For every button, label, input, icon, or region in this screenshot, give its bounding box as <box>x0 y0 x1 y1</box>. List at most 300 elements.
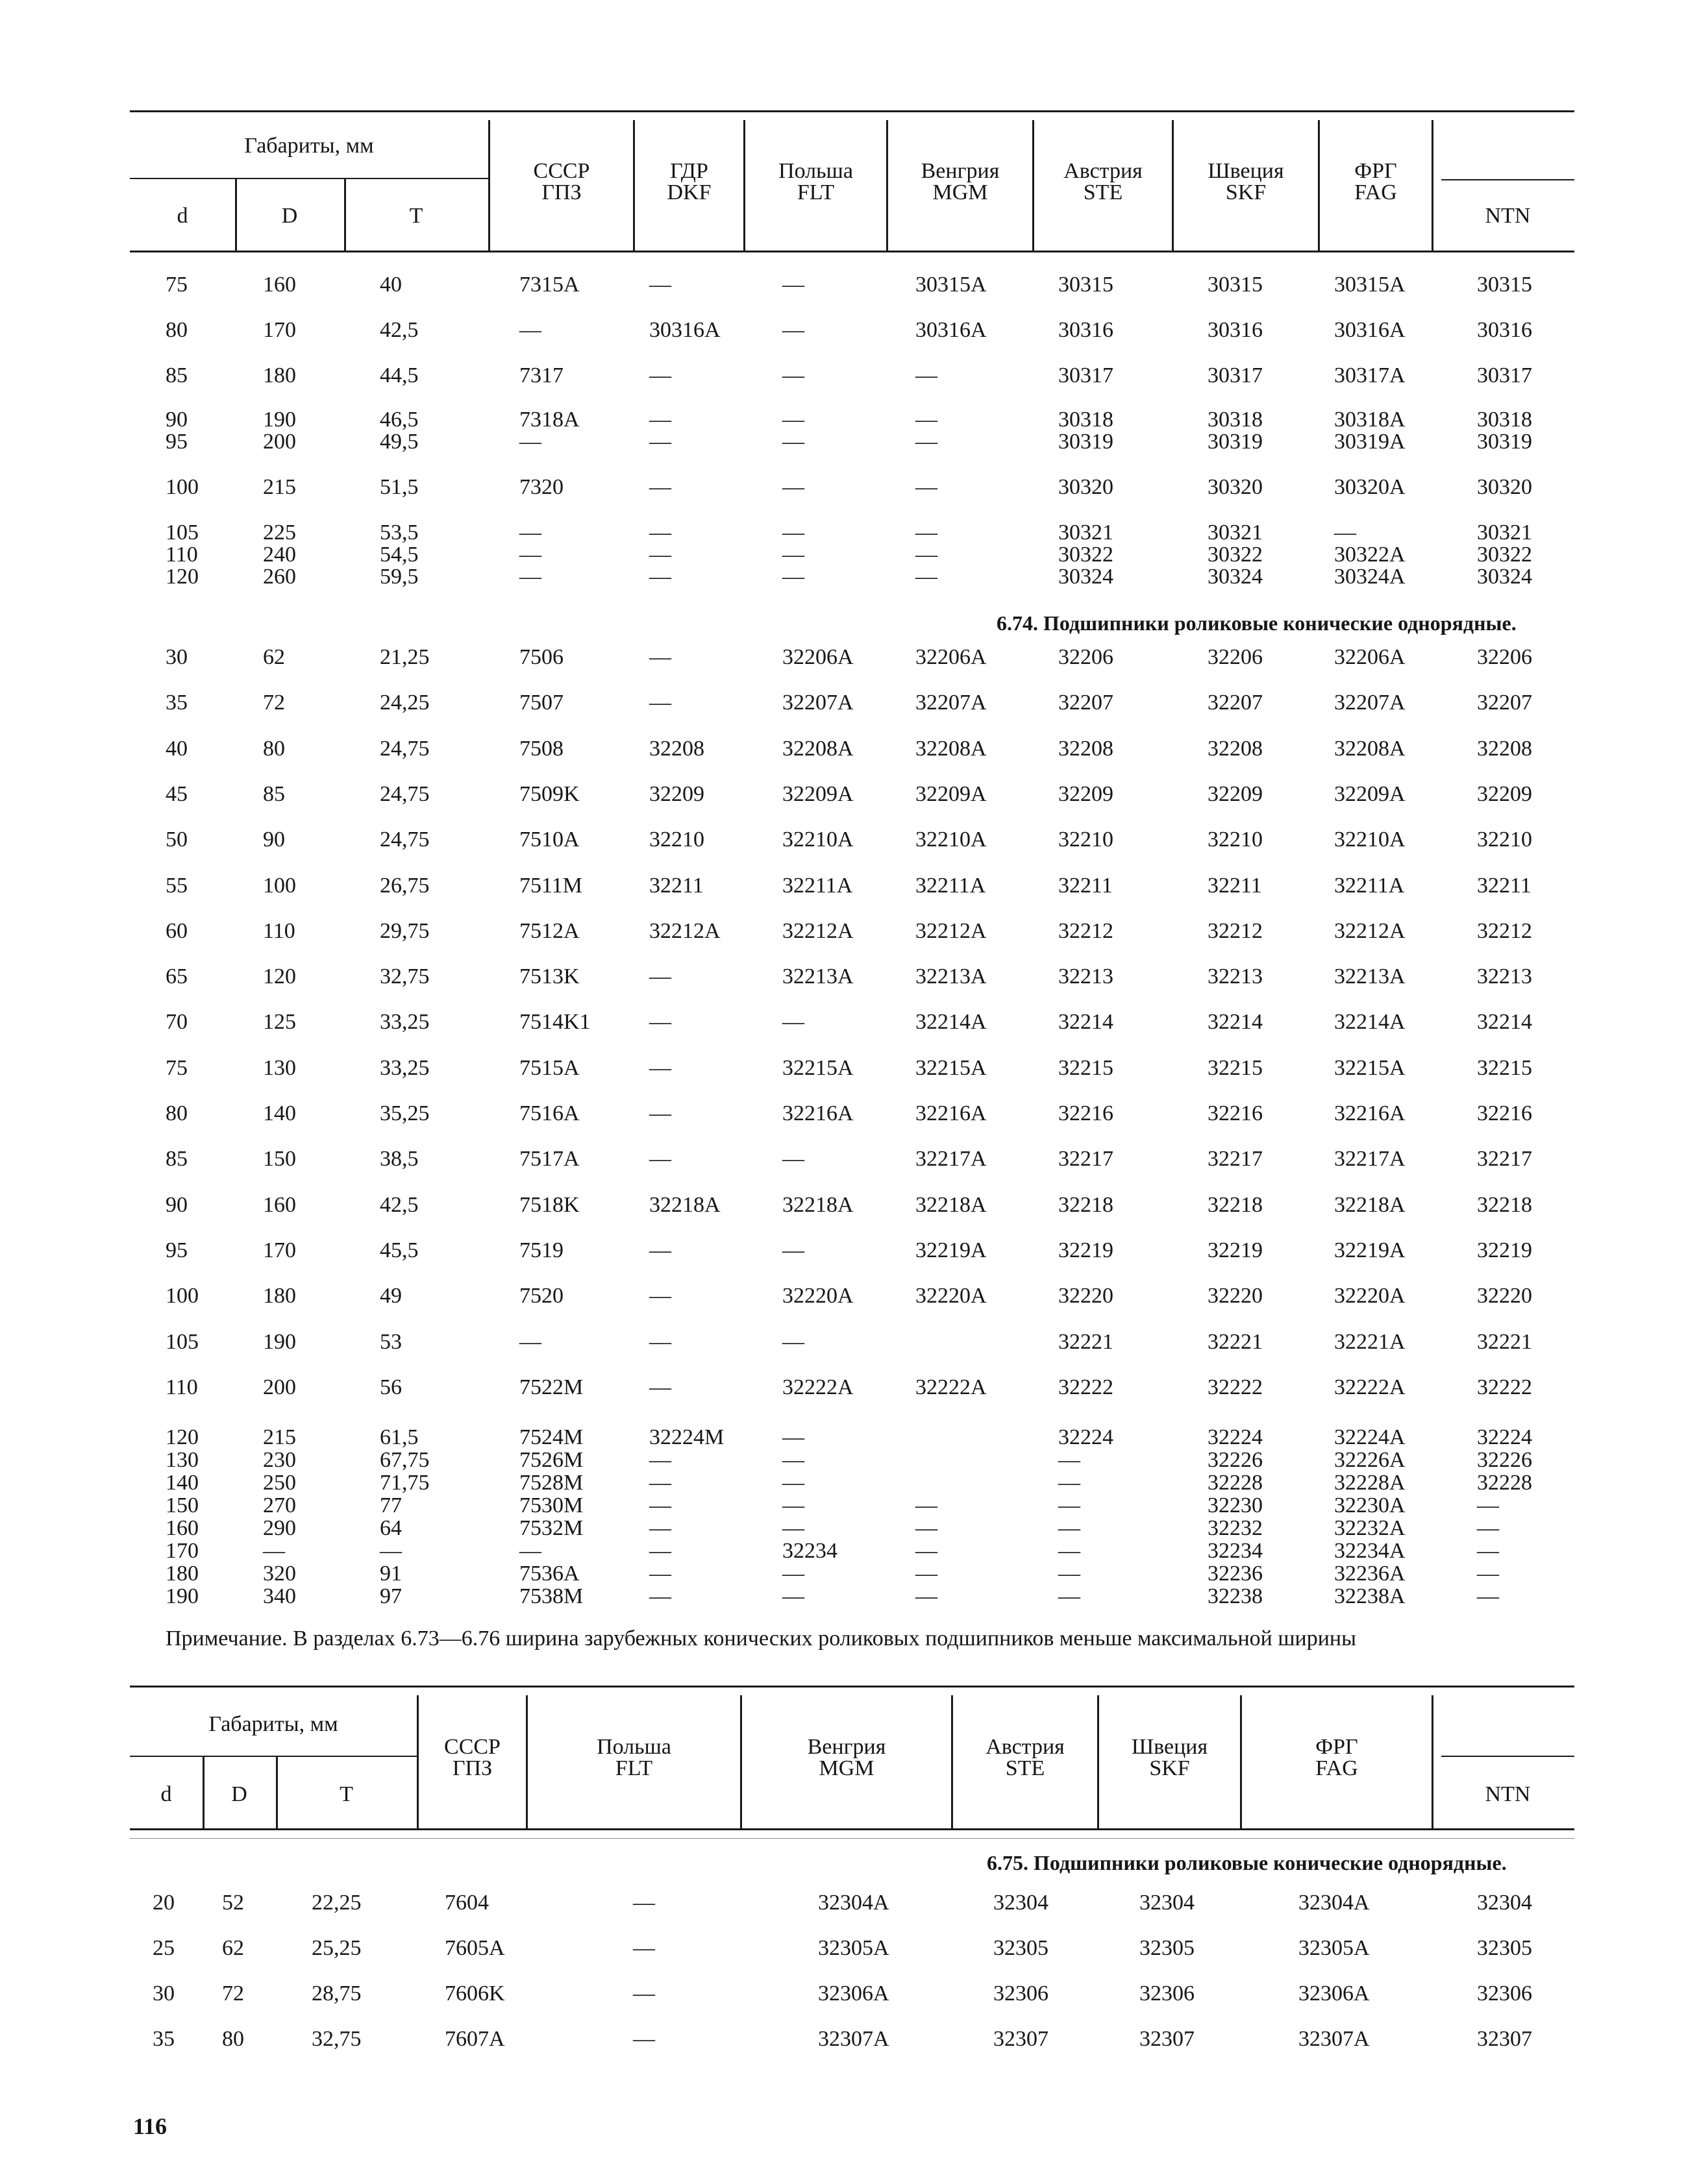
table-cell: 30317 <box>1477 363 1532 387</box>
table-cell: 59,5 <box>380 565 419 589</box>
table-cell: 30322 <box>1058 543 1113 567</box>
table-cell: — <box>915 1562 937 1586</box>
table-cell: 180 <box>166 1562 199 1586</box>
table-cell: 32207 <box>1208 691 1263 715</box>
austria-header-line1: Австрия <box>986 1735 1065 1759</box>
table-cell: — <box>782 430 804 454</box>
table-cell: 32306A <box>818 1982 889 2006</box>
table-cell: — <box>782 1238 804 1262</box>
table-1-divider <box>1432 120 1433 251</box>
table-cell: 105 <box>166 1329 199 1354</box>
table-cell: 32219 <box>1208 1238 1263 1262</box>
table-cell: 32230A <box>1334 1493 1406 1517</box>
table-cell: 7606K <box>445 1982 505 2006</box>
table-cell: 32217A <box>1334 1147 1406 1172</box>
table-cell: 120 <box>263 964 296 989</box>
table-cell: — <box>915 1493 937 1517</box>
table-cell: 7524M <box>519 1425 584 1449</box>
table-cell: 62 <box>222 1936 244 1960</box>
table-cell: 70 <box>166 1010 188 1035</box>
table-cell: 30320 <box>1477 475 1532 499</box>
table-cell: 24,75 <box>380 781 430 806</box>
ussr-header-line2: ГПЗ <box>452 1756 493 1780</box>
table-cell: 7607A <box>445 2027 505 2051</box>
table-cell: 32222A <box>782 1375 854 1399</box>
table-cell: 32220 <box>1208 1284 1263 1308</box>
table-cell: — <box>649 691 671 715</box>
ussr-header-line1: СССР <box>533 159 590 183</box>
table-cell: 32230 <box>1208 1493 1263 1517</box>
table-cell: 32306 <box>1477 1982 1532 2006</box>
table-cell: 100 <box>166 1284 199 1308</box>
hungary-header-line1: Венгрия <box>921 159 1000 183</box>
table-cell: 7518K <box>519 1192 580 1217</box>
table-cell: 30315A <box>1334 273 1406 297</box>
table-cell: 32210 <box>649 828 704 852</box>
hungary-header-line2: MGM <box>932 180 988 204</box>
table-2-top-rule <box>130 1686 1574 1687</box>
table-cell: 32211 <box>649 873 704 898</box>
table-cell: 7514K1 <box>519 1010 591 1035</box>
table-cell: 32221 <box>1477 1329 1532 1354</box>
table-cell: 7528M <box>519 1471 584 1495</box>
table-cell: 7508 <box>519 736 564 761</box>
table-2-header-bottom-rule <box>130 1828 1574 1830</box>
table-2-dims-rule <box>130 1756 417 1757</box>
table-cell: 53 <box>380 1329 402 1354</box>
frg-header <box>1320 160 1432 203</box>
table-cell: 7526M <box>519 1448 584 1472</box>
table-cell: 32224 <box>1058 1425 1113 1449</box>
table-cell: 32214 <box>1058 1010 1113 1035</box>
table-cell: 30322A <box>1334 543 1406 567</box>
table-cell: 32212A <box>649 918 721 943</box>
table-cell: — <box>915 408 937 432</box>
table-cell: 30315 <box>1208 273 1263 297</box>
table-cell: 32207 <box>1058 691 1113 715</box>
table-cell: — <box>1477 1493 1499 1517</box>
table-cell: 30315A <box>915 273 987 297</box>
austria-header <box>1034 160 1172 203</box>
table-cell: 32305A <box>1298 1936 1370 1960</box>
table-cell: 85 <box>263 781 285 806</box>
table-cell: — <box>649 273 671 297</box>
table-cell: 32213A <box>915 964 987 989</box>
sweden-header-line1: Швеция <box>1131 1735 1208 1759</box>
table-cell: 30319 <box>1208 430 1263 454</box>
table-cell: — <box>915 1516 937 1540</box>
table-cell: 32206 <box>1058 645 1113 669</box>
table-cell: — <box>782 543 804 567</box>
table-cell: 7511M <box>519 873 582 898</box>
table-cell: 20 <box>153 1891 175 1915</box>
table-cell: 30318A <box>1334 408 1406 432</box>
frg-header-line1: ФРГ <box>1315 1735 1358 1759</box>
table-cell: 150 <box>166 1493 199 1517</box>
table-cell: 32209 <box>649 781 704 806</box>
table-cell: 32220A <box>782 1284 854 1308</box>
table-cell: 35,25 <box>380 1101 430 1125</box>
table-cell: — <box>782 1010 804 1035</box>
table-cell: 32307 <box>993 2027 1048 2051</box>
table-cell: 32215A <box>1334 1055 1406 1080</box>
table-cell: — <box>649 1055 671 1080</box>
table-cell: 32213 <box>1208 964 1263 989</box>
table-cell: 7522M <box>519 1375 584 1399</box>
table-cell: — <box>1477 1562 1499 1586</box>
table-cell: 40 <box>166 736 188 761</box>
table-cell: 85 <box>166 1147 188 1172</box>
table-cell: 24,75 <box>380 828 430 852</box>
table-cell: 32307 <box>1139 2027 1195 2051</box>
table-cell: 32215A <box>915 1055 987 1080</box>
austria-header-line1: Австрия <box>1063 159 1143 183</box>
col-D-header: D <box>231 1782 247 1806</box>
table-cell: 32305 <box>1139 1936 1195 1960</box>
table-cell: 32219 <box>1058 1238 1113 1262</box>
table-cell: 160 <box>263 273 296 297</box>
table-cell: 30318 <box>1477 408 1532 432</box>
table-cell: 7317 <box>519 363 564 387</box>
table-cell: 270 <box>263 1493 296 1517</box>
table-cell: 32234 <box>782 1539 837 1563</box>
table-cell: 32212A <box>915 918 987 943</box>
table-cell: — <box>1477 1539 1499 1563</box>
col-T-header: T <box>409 204 423 228</box>
table-cell: 7530M <box>519 1493 584 1517</box>
table-cell: — <box>915 543 937 567</box>
table-cell: — <box>649 1238 671 1262</box>
table-cell: — <box>519 543 541 567</box>
table-cell: 32221 <box>1058 1329 1113 1354</box>
table-cell: 32213 <box>1477 964 1532 989</box>
table-cell: 7513K <box>519 964 580 989</box>
table-cell: 30316A <box>649 318 721 342</box>
table-cell: 32222A <box>915 1375 987 1399</box>
table-cell: — <box>782 318 804 342</box>
table-cell: 32212A <box>1334 918 1406 943</box>
table-2-ntn-rule <box>1441 1756 1574 1757</box>
table-cell: — <box>649 408 671 432</box>
table-cell: 7515A <box>519 1055 580 1080</box>
frg-header-line1: ФРГ <box>1354 159 1397 183</box>
table-cell: 30319A <box>1334 430 1406 454</box>
table-cell: — <box>1058 1584 1080 1608</box>
table-cell: 30319 <box>1058 430 1113 454</box>
table-cell: 32304 <box>993 1891 1048 1915</box>
table-cell: — <box>649 1471 671 1495</box>
table-cell: 32218A <box>782 1192 854 1217</box>
table-cell: 32210A <box>782 828 854 852</box>
table-cell: 32306 <box>1139 1982 1195 2006</box>
table-cell: 32210 <box>1208 828 1263 852</box>
table-cell: — <box>1477 1516 1499 1540</box>
table-cell: 32222 <box>1477 1375 1532 1399</box>
table-cell: 110 <box>166 1375 198 1399</box>
table-cell: 32236A <box>1334 1562 1406 1586</box>
table-cell: 29,75 <box>380 918 430 943</box>
table-cell: 32207A <box>915 691 987 715</box>
table-cell: 230 <box>263 1448 296 1472</box>
table-cell: 32307A <box>1298 2027 1370 2051</box>
austria-header <box>953 1736 1097 1779</box>
table-cell: 190 <box>263 1329 296 1354</box>
table-cell: 45,5 <box>380 1238 419 1262</box>
poland-header <box>528 1736 740 1779</box>
table-cell: — <box>915 1539 937 1563</box>
table-cell: — <box>782 1562 804 1586</box>
table-cell: 32210 <box>1058 828 1113 852</box>
table-cell: 32217 <box>1477 1147 1532 1172</box>
austria-header-line2: STE <box>1083 180 1123 204</box>
table-cell: 51,5 <box>380 475 419 499</box>
gdr-header-line1: ГДР <box>670 159 708 183</box>
table-cell: — <box>1058 1516 1080 1540</box>
table-cell: 33,25 <box>380 1055 430 1080</box>
ussr-header <box>419 1736 526 1779</box>
table-cell: — <box>1058 1493 1080 1517</box>
table-cell: 32206A <box>782 645 854 669</box>
table-cell: — <box>782 1516 804 1540</box>
table-cell: 35 <box>166 691 188 715</box>
ntn-header: NTN <box>1485 1782 1531 1806</box>
table-cell: — <box>782 1448 804 1472</box>
table-cell: — <box>649 1584 671 1608</box>
table-cell: 32221A <box>1334 1329 1406 1354</box>
table-cell: 240 <box>263 543 296 567</box>
table-cell: 24,75 <box>380 736 430 761</box>
table-cell: 200 <box>263 430 296 454</box>
table-cell: 32211A <box>782 873 853 898</box>
table-cell: 32307 <box>1477 2027 1532 2051</box>
table-cell: 32304A <box>818 1891 889 1915</box>
table-cell: 32215 <box>1058 1055 1113 1080</box>
table-cell: 160 <box>166 1516 199 1540</box>
table-cell: — <box>519 1539 541 1563</box>
table-cell: 71,75 <box>380 1471 430 1495</box>
table-cell: — <box>519 565 541 589</box>
table-cell: 120 <box>166 565 199 589</box>
table-1-header-bottom-rule <box>130 251 1574 252</box>
table-cell: — <box>1334 521 1356 545</box>
table-cell: — <box>633 1936 655 1960</box>
table-cell: 170 <box>263 1238 296 1262</box>
table-cell: 32305 <box>1477 1936 1532 1960</box>
table-cell: 32214 <box>1477 1010 1532 1035</box>
table-cell: — <box>1477 1584 1499 1608</box>
poland-header-line1: Польша <box>778 159 853 183</box>
table-1-dims-rule <box>130 178 488 179</box>
table-cell: — <box>782 565 804 589</box>
table-cell: — <box>519 1329 541 1354</box>
table-cell: 32208 <box>649 736 704 761</box>
table-cell: 32207 <box>1477 691 1532 715</box>
table-cell: 32220 <box>1477 1284 1532 1308</box>
table-cell: — <box>782 521 804 545</box>
table-cell: — <box>782 1584 804 1608</box>
table-cell: 32208A <box>1334 736 1406 761</box>
table-cell: 80 <box>222 2027 244 2051</box>
sweden-header-line2: SKF <box>1149 1756 1190 1780</box>
table-cell: 7510A <box>519 828 580 852</box>
table-cell: 32304A <box>1298 1891 1370 1915</box>
table-cell: 30324 <box>1058 565 1113 589</box>
table-cell: 32213 <box>1058 964 1113 989</box>
table-cell: 30318 <box>1208 408 1263 432</box>
table-cell: — <box>649 430 671 454</box>
table-cell: 40 <box>380 273 402 297</box>
table-cell: 42,5 <box>380 318 419 342</box>
table-cell: 32209A <box>915 781 987 806</box>
table-cell: 32207A <box>782 691 854 715</box>
table-cell: 190 <box>263 408 296 432</box>
table-cell: — <box>915 363 937 387</box>
table-cell: 32214A <box>1334 1010 1406 1035</box>
table-cell: 54,5 <box>380 543 419 567</box>
page-number: 116 <box>133 2113 167 2139</box>
table-cell: 32216A <box>1334 1101 1406 1125</box>
table-2-thin-rule <box>130 1838 1574 1839</box>
table-cell: — <box>519 521 541 545</box>
table-cell: 32211 <box>1208 873 1262 898</box>
ntn-header: NTN <box>1485 204 1531 228</box>
table-1-top-rule <box>130 110 1574 112</box>
table-cell: 32214A <box>915 1010 987 1035</box>
table-cell: 80 <box>166 1101 188 1125</box>
poland-header-line1: Польша <box>597 1735 671 1759</box>
table-cell: 30317A <box>1334 363 1406 387</box>
table-cell: 32216 <box>1058 1101 1113 1125</box>
table-cell: 130 <box>166 1448 199 1472</box>
table-cell: 65 <box>166 964 188 989</box>
table-cell: 290 <box>263 1516 296 1540</box>
table-cell: 320 <box>263 1562 296 1586</box>
table-cell: 32222 <box>1058 1375 1113 1399</box>
table-cell: — <box>649 1010 671 1035</box>
table-cell: — <box>782 273 804 297</box>
col-d-header: d <box>160 1782 172 1806</box>
table-cell: 90 <box>263 828 285 852</box>
table-cell: 80 <box>263 736 285 761</box>
table-cell: 7538M <box>519 1584 584 1608</box>
table-cell: 7517A <box>519 1147 580 1172</box>
table-cell: 32218 <box>1058 1192 1113 1217</box>
table-cell: 120 <box>166 1425 199 1449</box>
table-cell: 32307A <box>818 2027 889 2051</box>
table-cell: 60 <box>166 918 188 943</box>
table-cell: 110 <box>263 918 295 943</box>
table-cell: 32216 <box>1477 1101 1532 1125</box>
table-cell: 32224 <box>1208 1425 1263 1449</box>
table-cell: 32222A <box>1334 1375 1406 1399</box>
table-cell: 32216A <box>782 1101 854 1125</box>
table-cell: 30324 <box>1208 565 1263 589</box>
table-cell: 52 <box>222 1891 244 1915</box>
section-title-6-75: 6.75. Подшипники роликовые конические однорядные. <box>987 1851 1507 1874</box>
table-cell: 30315 <box>1477 273 1532 297</box>
table-cell: 32219 <box>1477 1238 1532 1262</box>
table-cell: 7318A <box>519 408 580 432</box>
poland-header-line2: FLT <box>615 1756 653 1780</box>
table-cell: 30316 <box>1477 318 1532 342</box>
table-cell: 33,25 <box>380 1010 430 1035</box>
table-cell: 7520 <box>519 1284 564 1308</box>
table-cell: — <box>782 1329 804 1354</box>
table-cell: 100 <box>263 873 296 898</box>
ussr-header <box>490 160 633 203</box>
table-cell: — <box>649 543 671 567</box>
table-cell: — <box>649 1147 671 1172</box>
table-cell: 30317 <box>1208 363 1263 387</box>
table-cell: 170 <box>166 1539 199 1563</box>
table-cell: — <box>782 1493 804 1517</box>
table-cell: 32206A <box>915 645 987 669</box>
table-cell: 32306 <box>993 1982 1048 2006</box>
table-cell: — <box>633 1982 655 2006</box>
table-cell: — <box>782 475 804 499</box>
sweden-header <box>1174 160 1318 203</box>
table-cell: 150 <box>263 1147 296 1172</box>
table-cell: — <box>649 1539 671 1563</box>
table-cell: 32224M <box>649 1425 725 1449</box>
table-cell: 32,75 <box>312 2027 362 2051</box>
table-cell: 30316 <box>1208 318 1263 342</box>
table-cell: 30320 <box>1208 475 1263 499</box>
table-cell: 90 <box>166 408 188 432</box>
table-cell: — <box>649 565 671 589</box>
table-cell: 30316A <box>1334 318 1406 342</box>
table-cell: 7512A <box>519 918 580 943</box>
table-cell: 30321 <box>1058 521 1113 545</box>
table-cell: 105 <box>166 521 199 545</box>
table-cell: 32219A <box>915 1238 987 1262</box>
table-cell: 91 <box>380 1562 402 1586</box>
table-cell: 32222 <box>1208 1375 1263 1399</box>
table-cell: 32215 <box>1208 1055 1263 1080</box>
table-cell: 25,25 <box>312 1936 362 1960</box>
sweden-header <box>1099 1736 1240 1779</box>
table-cell: 25 <box>153 1936 175 1960</box>
table-cell: 32215A <box>782 1055 854 1080</box>
table-cell: 30320A <box>1334 475 1406 499</box>
table-cell: 56 <box>380 1375 402 1399</box>
table-cell: — <box>649 964 671 989</box>
table-cell: — <box>1058 1562 1080 1586</box>
table-cell: 32220A <box>1334 1284 1406 1308</box>
hungary-header <box>888 160 1032 203</box>
table-cell: 32232 <box>1208 1516 1263 1540</box>
table-cell: — <box>915 521 937 545</box>
table-cell: 35 <box>153 2027 175 2051</box>
table-cell: 49 <box>380 1284 402 1308</box>
table-cell: 32209 <box>1477 781 1532 806</box>
table-cell: — <box>519 318 541 342</box>
frg-header <box>1242 1736 1432 1779</box>
table-1-ntn-rule <box>1441 179 1574 180</box>
table-cell: 32208 <box>1208 736 1263 761</box>
table-cell: 32224 <box>1477 1425 1532 1449</box>
table-cell: 260 <box>263 565 296 589</box>
table-cell: 32220 <box>1058 1284 1113 1308</box>
table-cell: 32218A <box>915 1192 987 1217</box>
table-cell: 32209A <box>1334 781 1406 806</box>
table-cell: 53,5 <box>380 521 419 545</box>
table-cell: 32218A <box>649 1192 721 1217</box>
table-cell: 30322 <box>1477 543 1532 567</box>
table-cell: — <box>649 1284 671 1308</box>
footnote: Примечание. В разделах 6.73—6.76 ширина зарубежных конических роликовых подшипников меньше максимальной ширины <box>166 1626 1356 1650</box>
table-cell: 130 <box>263 1055 296 1080</box>
